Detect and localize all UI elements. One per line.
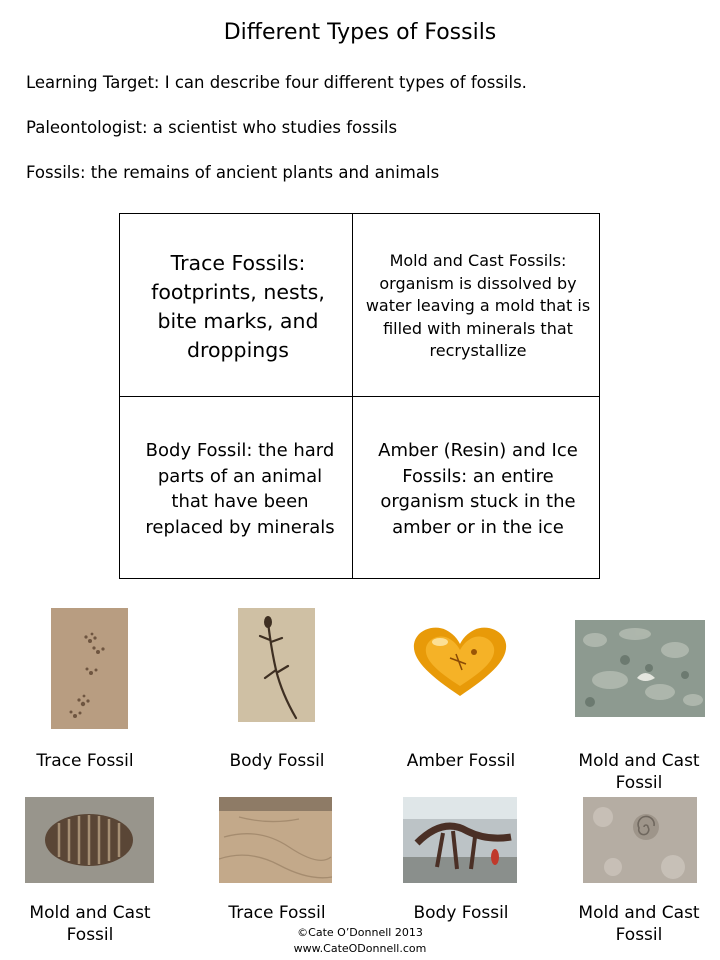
- trace-fossil-tracks-photo: [219, 797, 332, 883]
- table-divider-horizontal: [120, 396, 599, 397]
- caption-trace-fossil-2: Trace Fossil: [228, 903, 326, 923]
- website: www.CateODonnell.com: [293, 942, 427, 955]
- fossils-definition: Fossils: the remains of ancient plants and animals: [26, 163, 440, 182]
- body-fossil-skeleton-photo: [403, 797, 517, 883]
- cell-mold-cast-fossils: Mold and Cast Fossils: organism is dissolved by water leaving a mold that is filled with minerals that recrystallize: [365, 251, 591, 361]
- caption-body-fossil: Body Fossil: [229, 751, 325, 771]
- page-title: Different Types of Fossils: [223, 20, 497, 45]
- caption-mold-cast-fossil-3: Mold and Cast Fossil: [578, 903, 700, 945]
- cell-amber-ice-fossils: Amber (Resin) and Ice Fossils: an entire organism stuck in the amber or in the ice: [378, 440, 578, 538]
- cell-trace-fossils: Trace Fossils: footprints, nests, bite marks, and droppings: [151, 250, 325, 362]
- caption-mold-cast-fossil: Mold and Cast Fossil: [578, 751, 700, 793]
- caption-mold-cast-fossil-2: Mold and Cast Fossil: [29, 903, 151, 945]
- caption-trace-fossil: Trace Fossil: [36, 751, 134, 771]
- learning-target: Learning Target: I can describe four different types of fossils.: [26, 73, 527, 92]
- body-fossil-lizard-photo: [238, 608, 315, 722]
- caption-body-fossil-2: Body Fossil: [413, 903, 509, 923]
- fossil-types-table: [119, 213, 600, 579]
- mold-cast-fossil-shells-photo: [575, 620, 705, 717]
- paleontologist-definition: Paleontologist: a scientist who studies fossils: [26, 118, 398, 137]
- cell-body-fossil: Body Fossil: the hard parts of an animal that have been replaced by minerals: [145, 440, 335, 538]
- copyright: ©Cate O’Donnell 2013: [297, 926, 423, 939]
- caption-amber-fossil: Amber Fossil: [406, 751, 516, 771]
- mold-cast-ammonite-photo: [583, 797, 697, 883]
- mold-cast-trilobite-photo: [25, 797, 154, 883]
- trace-fossil-footprints-photo: [51, 608, 128, 729]
- amber-fossil-heart-photo: [410, 624, 510, 700]
